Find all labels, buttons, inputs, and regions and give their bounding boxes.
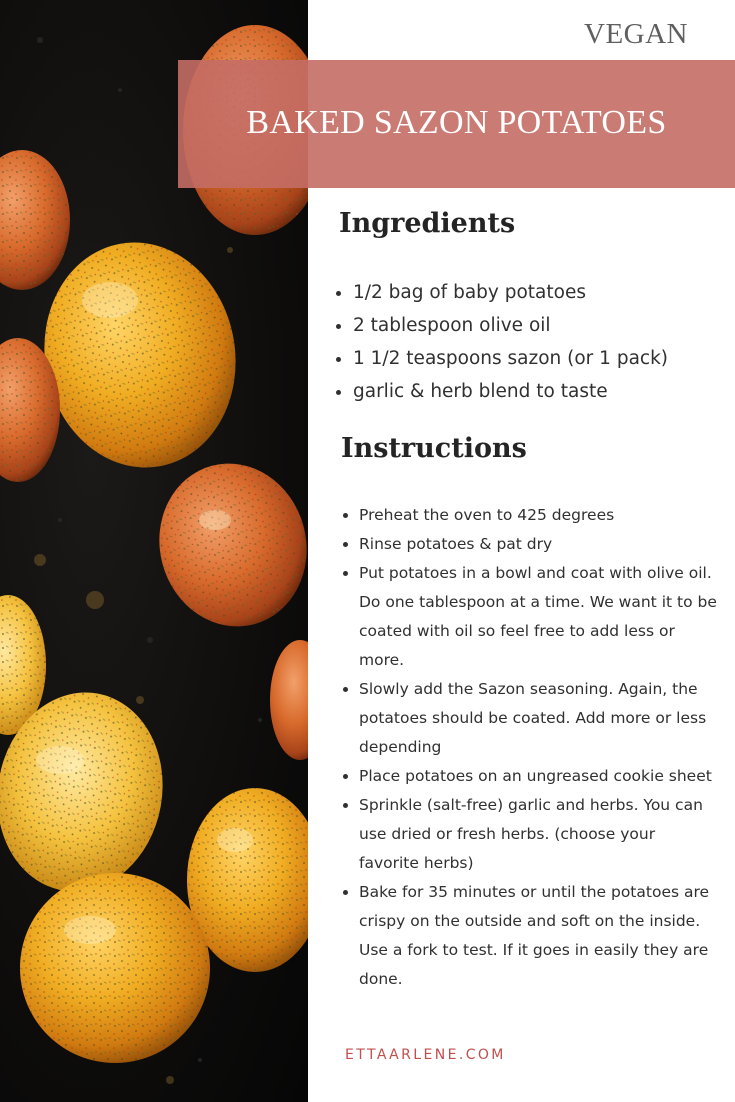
list-item: • garlic & herb blend to taste: [353, 375, 735, 408]
list-item: • 2 tablespoon olive oil: [353, 309, 735, 342]
category-label: VEGAN: [584, 18, 688, 50]
ingredients-list: [333, 276, 735, 408]
recipe-title: BAKED SAZON POTATOES: [246, 104, 667, 141]
website-link[interactable]: ETTAARLENE.COM: [345, 1047, 506, 1063]
list-item: • Preheat the oven to 425 degrees: [359, 501, 719, 530]
instructions-list: [340, 501, 719, 994]
list-item: • Put potatoes in a bowl and coat with olive oil. Do one tablespoon at a time. We want it to be coated with oil so feel free to add less or more.: [359, 559, 719, 675]
list-item: • 1 1/2 teaspoons sazon (or 1 pack): [353, 342, 735, 375]
list-item: • Rinse potatoes & pat dry: [359, 530, 719, 559]
ingredients-heading: Ingredients: [339, 208, 516, 239]
list-item: • Sprinkle (salt-free) garlic and herbs. You can use dried or fresh herbs. (choose your favorite herbs): [359, 791, 719, 878]
list-item: • Bake for 35 minutes or until the potatoes are crispy on the outside and soft on the inside. Use a fork to test. If it goes in easily they are done.: [359, 878, 719, 994]
list-item: • Slowly add the Sazon seasoning. Again, the potatoes should be coated. Add more or less depending: [359, 675, 719, 762]
list-item: • 1/2 bag of baby potatoes: [353, 276, 735, 309]
instructions-heading: Instructions: [341, 433, 527, 464]
list-item: • Place potatoes on an ungreased cookie sheet: [359, 762, 719, 791]
